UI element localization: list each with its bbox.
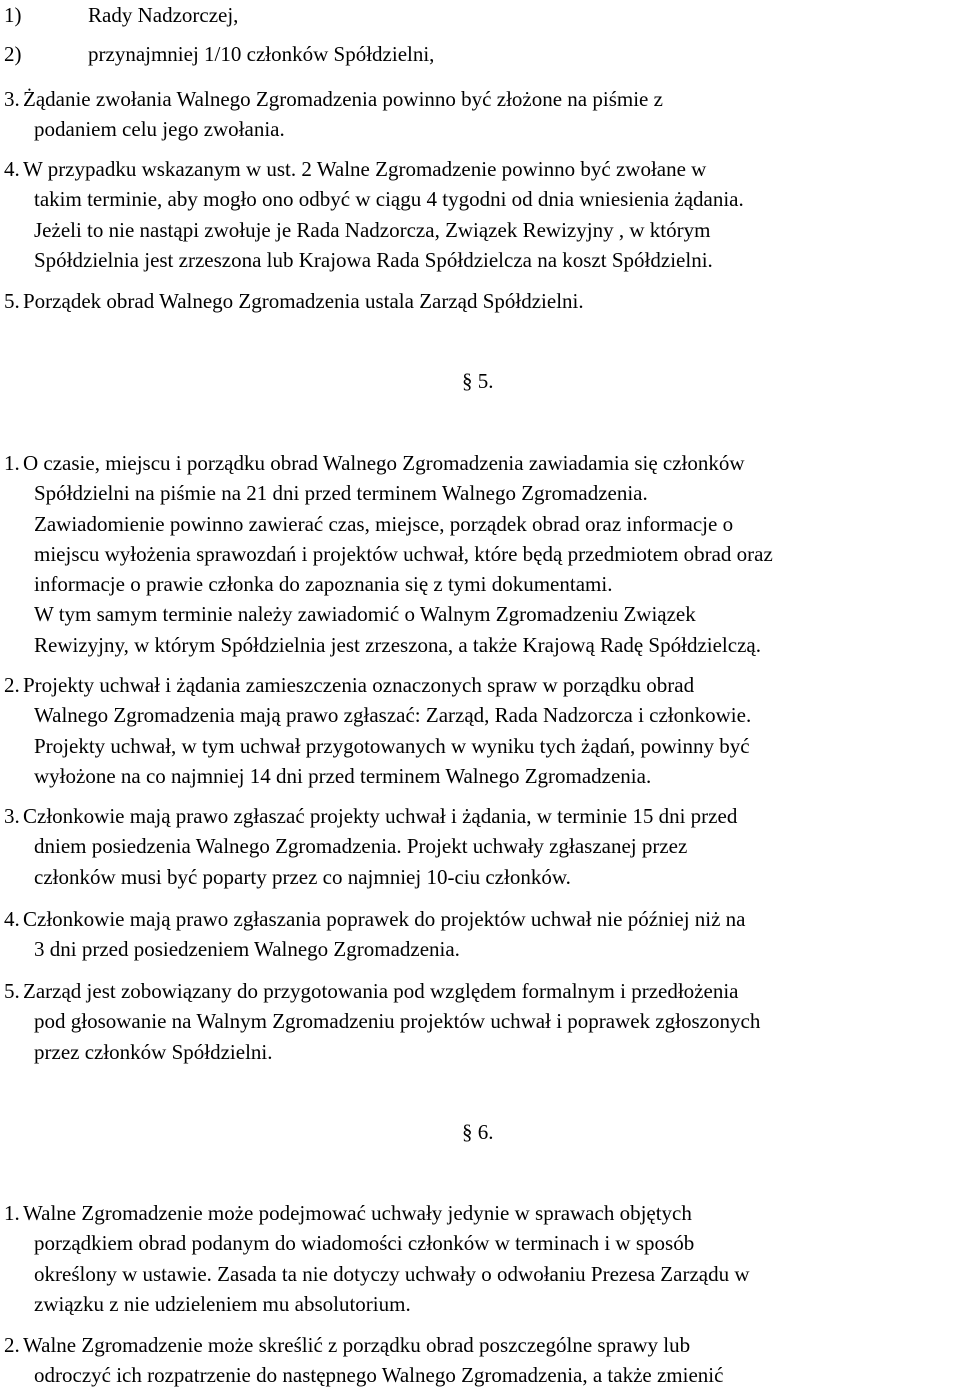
paragraph-line: dniem posiedzenia Walnego Zgromadzenia. Projekt uchwały zgłaszanej przez [34, 834, 688, 859]
paragraph-line: O czasie, miejscu i porządku obrad Walnego Zgromadzenia zawiadamia się członków [23, 451, 745, 475]
paragraph-line: przez członków Spółdzielni. [34, 1039, 273, 1064]
list-item-number: 1) [4, 3, 22, 27]
paragraph-line: Żądanie zwołania Walnego Zgromadzenia powinno być złożone na piśmie z [23, 87, 663, 111]
paragraph-item [4, 976, 958, 1067]
paragraph-line: Członkowie mają prawo zgłaszać projekty uchwał i żądania, w terminie 15 dni przed [23, 804, 738, 828]
paragraph-line: wyłożone na co najmniej 14 dni przed terminem Walnego Zgromadzenia. [34, 763, 652, 788]
list-item-text: Rady Nadzorczej, [88, 3, 239, 27]
paragraph-line: pod głosowanie na Walnym Zgromadzeniu projektów uchwał i poprawek zgłoszonych [34, 1009, 761, 1034]
paragraph-line: takim terminie, aby mogło ono odbyć w ciągu 4 tygodni od dnia wniesienia żądania. [34, 187, 744, 212]
section-heading: § 6. [462, 1120, 494, 1144]
paragraph-line: związku z nie udzieleniem mu absolutorium. [34, 1291, 411, 1316]
paragraph-line: Projekty uchwał, w tym uchwał przygotowanych w wyniku tych żądań, powinny być [34, 733, 750, 758]
paragraph-line: Rewizyjny, w którym Spółdzielnia jest zrzeszona, a także Krajową Radę Spółdzielczą. [34, 632, 761, 657]
paragraph-number: 5. [4, 979, 20, 1003]
paragraph-line: Projekty uchwał i żądania zamieszczenia oznaczonych spraw w porządku obrad [23, 673, 695, 697]
paragraph-number: 3. [4, 87, 20, 111]
paragraph-item [4, 448, 958, 660]
section-heading: § 5. [462, 369, 494, 393]
list-item-text: przynajmniej 1/10 członków Spółdzielni, [88, 42, 435, 66]
paragraph-line: W tym samym terminie należy zawiadomić o Walnym Zgromadzeniu Związek [34, 602, 696, 627]
paragraph-line: Zawiadomienie powinno zawierać czas, miejsce, porządek obrad oraz informacje o [34, 511, 734, 536]
paragraph-number: 4. [4, 907, 20, 931]
paragraph-line: Walne Zgromadzenie może skreślić z porządku obrad poszczególne sprawy lub [23, 1333, 691, 1357]
paragraph-line: Zarząd jest zobowiązany do przygotowania pod względem formalnym i przedłożenia [23, 979, 739, 1003]
paragraph-item [4, 1198, 958, 1319]
paragraph-item [4, 84, 958, 145]
list-item-number: 2) [4, 42, 22, 66]
paragraph-number: 4. [4, 157, 20, 181]
paragraph-item [4, 154, 958, 275]
paragraph-item [4, 670, 958, 791]
paragraph-number: 3. [4, 804, 20, 828]
paragraph-line: Walne Zgromadzenie może podejmować uchwały jedynie w sprawach objętych [23, 1201, 692, 1225]
paragraph-number: 2. [4, 1333, 20, 1357]
paragraph-number: 2. [4, 673, 20, 697]
paragraph-line: podaniem celu jego zwołania. [34, 117, 285, 142]
paragraph-number: 1. [4, 1201, 20, 1225]
paragraph-line: określony w ustawie. Zasada ta nie dotyczy uchwały o odwołaniu Prezesa Zarządu w [34, 1261, 750, 1286]
paragraph-line: informacje o prawie członka do zapoznania się z tymi dokumentami. [34, 572, 613, 597]
paragraph-line: członków musi być poparty przez co najmniej 10-ciu członków. [34, 864, 571, 889]
paragraph-line: Członkowie mają prawo zgłaszania poprawek do projektów uchwał nie później niż na [23, 907, 746, 931]
paragraph-item [4, 1330, 958, 1391]
paragraph-line: 3 dni przed posiedzeniem Walnego Zgromadzenia. [34, 937, 460, 962]
paragraph-line: Porządek obrad Walnego Zgromadzenia ustala Zarząd Spółdzielni. [23, 289, 584, 313]
paragraph-number: 1. [4, 451, 20, 475]
paragraph-item [4, 801, 958, 892]
paragraph-line: odroczyć ich rozpatrzenie do następnego Walnego Zgromadzenia, a także zmienić [34, 1363, 724, 1388]
paragraph-line: Spółdzielni na piśmie na 21 dni przed terminem Walnego Zgromadzenia. [34, 481, 648, 506]
paragraph-item [4, 904, 958, 965]
paragraph-line: Spółdzielnia jest zrzeszona lub Krajowa Rada Spółdzielcza na koszt Spółdzielni. [34, 247, 713, 272]
paragraph-line: Jeżeli to nie nastąpi zwołuje je Rada Nadzorcza, Związek Rewizyjny , w którym [34, 217, 711, 242]
paragraph-item [4, 286, 958, 316]
paragraph-line: miejscu wyłożenia sprawozdań i projektów uchwał, które będą przedmiotem obrad oraz [34, 541, 773, 566]
paragraph-line: Walnego Zgromadzenia mają prawo zgłaszać: Zarząd, Rada Nadzorcza i członkowie. [34, 703, 752, 728]
paragraph-line: porządkiem obrad podanym do wiadomości członków w terminach i w sposób [34, 1231, 695, 1256]
paragraph-number: 5. [4, 289, 20, 313]
paragraph-line: W przypadku wskazanym w ust. 2 Walne Zgromadzenie powinno być zwołane w [23, 157, 707, 181]
